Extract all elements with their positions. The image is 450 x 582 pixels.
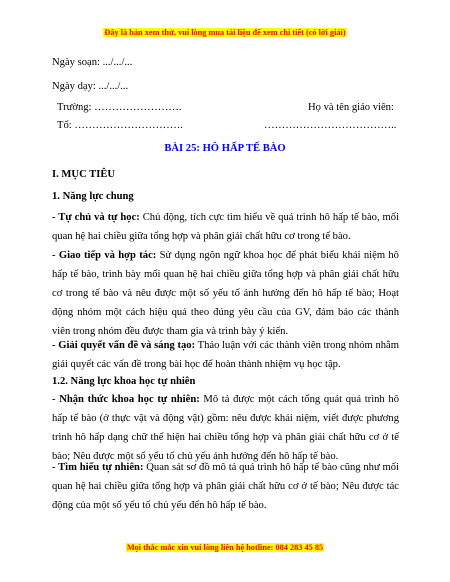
- paragraph-text: Sử dụng ngôn ngữ khoa học để phát biểu khái niệm hô hấp tế bào, trình bày mối quan hệ hai chiều giữa tổng hợp và phân giải chất hữu cơ trong tế bào và nêu được một số yếu tố ảnh hưởng đến hô hấp tế bào; Hoạt động nhóm một cách hiệu quả theo đúng yêu cầu của GV, đảm bảo các thành viên trong nhóm đều được tham gia và trình bày ý kiến.: [52, 250, 399, 337]
- section-heading: I. MỤC TIÊU: [52, 169, 116, 180]
- paragraph-text: Quan sát sơ đồ mô tả quá trình hô hấp tế bào cũng như mối quan hệ hai chiều giữa tổng hợp và phân giải chất hữu cơ ở tế bào; Nêu được tác động của một số yếu tố chủ yếu đến hô hấp tế bào.: [52, 462, 399, 511]
- paragraph-text: Mô tả được một cách tổng quát quá trình hô hấp tế bào (ở thực vật và động vật) gồm: nêu được khái niệm, viết được phương trình hô hấp dạng chữ thể hiện hai chiều tổng hợp và phân giải chất hữu cơ ở tế bào; Nêu được một số yếu tố chủ yếu ảnh hưởng đến hô hấp tế bào.: [52, 394, 399, 462]
- paragraph-lead: - Tự chủ và tự học:: [52, 212, 140, 223]
- paragraph-lead: - Giải quyết vấn đề và sáng tạo:: [52, 340, 196, 351]
- to-field: Tổ: ………………………….: [57, 120, 183, 131]
- subsection-heading: 1. Năng lực chung: [52, 191, 134, 202]
- paragraph-lead: - Giao tiếp và hợp tác:: [52, 250, 157, 261]
- subsection-heading: 1.2. Năng lực khoa học tự nhiên: [52, 376, 196, 387]
- paragraph-text: Thảo luận với các thành viên trong nhóm nhằm giải quyết các vấn đề trong bài học để hoàn thành nhiệm vụ học tập.: [52, 340, 399, 370]
- paragraph-tim-hieu: [52, 458, 399, 515]
- paragraph-nhan-thuc: [52, 390, 399, 466]
- paragraph-tu-chu: [52, 208, 399, 246]
- paragraph-giao-tiep: [52, 246, 399, 341]
- paragraph-text: Chủ động, tích cực tìm hiểu về quá trình hô hấp tế bào, mối quan hệ hai chiều giữa tổng hợp và phân giải chất hữu cơ trong tế bào.: [52, 212, 400, 242]
- page-title: BÀI 25: HÔ HẤP TẾ BÀO: [164, 143, 286, 154]
- teacher-name-label: Họ và tên giáo viên:: [308, 102, 394, 113]
- hotline-banner: [0, 543, 450, 552]
- ngay-soan: Ngày soạn: .../.../...: [52, 57, 133, 68]
- paragraph-giai-quyet: [52, 336, 399, 374]
- paragraph-lead: - Nhận thức khoa học tự nhiên:: [52, 394, 200, 405]
- truong-field: Trường: …………………….: [57, 102, 182, 113]
- paragraph-lead: - Tìm hiểu tự nhiên:: [52, 462, 144, 473]
- preview-banner: [0, 28, 450, 37]
- ngay-day: Ngày dạy: .../.../...: [52, 81, 129, 92]
- teacher-name-dots: ………………………………..: [264, 120, 397, 131]
- preview-banner-text: Đây là bản xem thử, vui lòng mua tài liệu để xem chi tiết (có lời giải): [104, 28, 346, 37]
- hotline-banner-text: Mọi thắc mắc xin vui lòng liên hệ hotline: 084 283 45 85: [126, 543, 324, 552]
